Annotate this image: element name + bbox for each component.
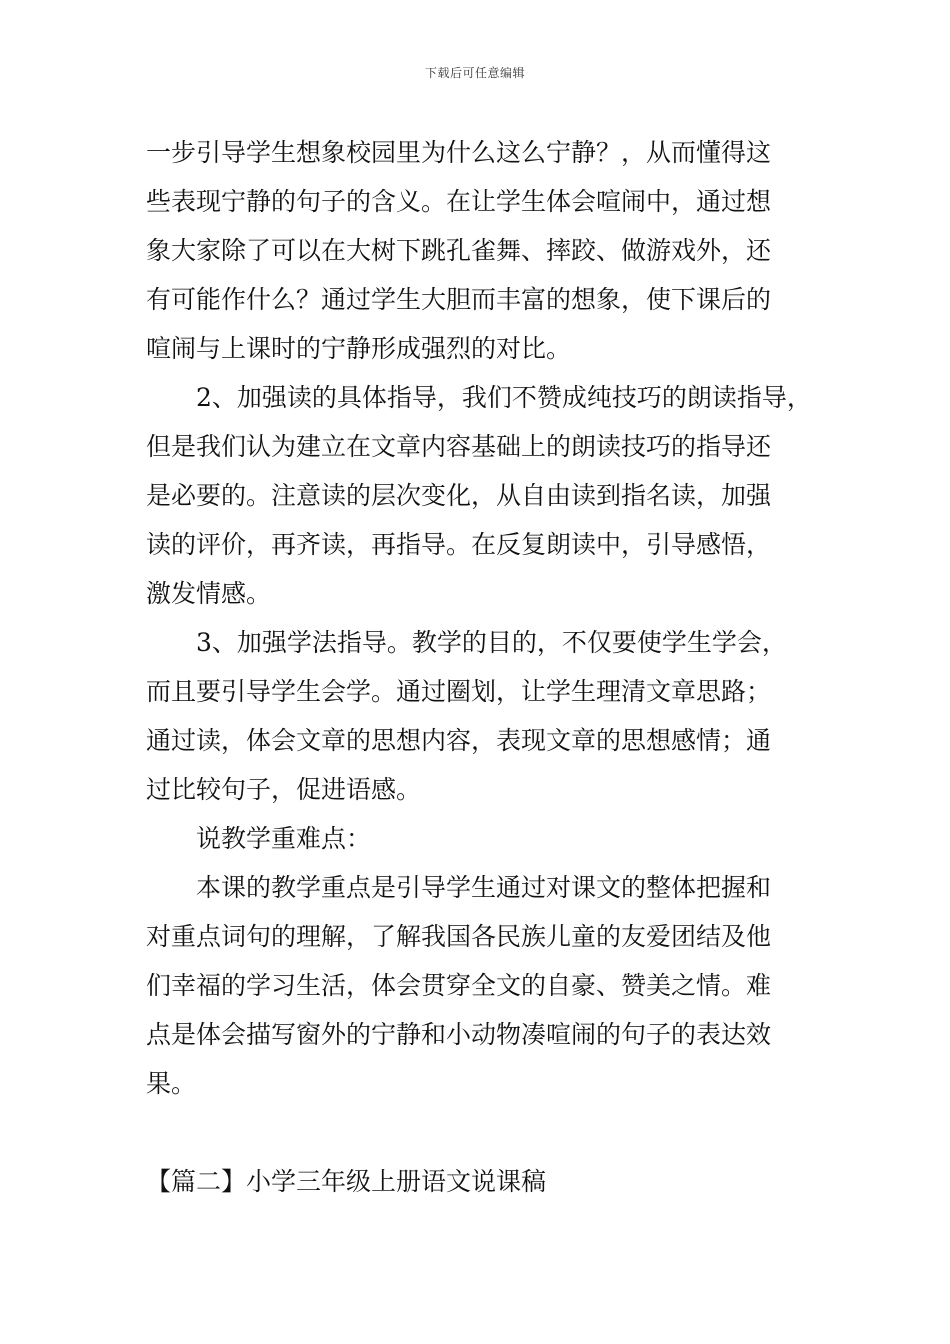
text-line: 通过读，体会文章的思想内容，表现文章的思想感情；通 [146,726,772,755]
text-line: 但是我们认为建立在文章内容基础上的朗读技巧的指导还 [146,432,772,461]
text-line: 果。 [146,1069,197,1098]
text-line: 激发情感。 [146,579,272,608]
text-line: 是必要的。注意读的层次变化，从自由读到指名读，加强 [146,481,772,510]
text-line: 对重点词句的理解，了解我国各民族儿童的友爱团结及他 [146,922,772,951]
document-body [146,128,836,1206]
section-gap [146,1108,836,1157]
paragraph-start-line: 2、加强读的具体指导，我们不赞成纯技巧的朗读指导， [196,383,812,412]
text-line: 一步引导学生想象校园里为什么这么宁静？，从而懂得这 [146,138,772,167]
text-line: 读的评价，再齐读，再指导。在反复朗读中，引导感悟， [146,530,772,559]
section-heading: 【篇二】小学三年级上册语文说课稿 [146,1167,547,1196]
text-line: 过比较句子，促进语感。 [146,775,422,804]
text-line: 喧闹与上课时的宁静形成强烈的对比。 [146,334,572,363]
text-line: 点是体会描写窗外的宁静和小动物凑喧闹的句子的表达效 [146,1020,772,1049]
page-header: 下载后可任意编辑 [424,66,525,80]
paragraph-start-line: 3、加强学法指导。教学的目的，不仅要使学生学会， [196,628,787,657]
paragraph-start-line: 本课的教学重点是引导学生通过对课文的整体把握和 [196,873,772,902]
text-line: 象大家除了可以在大树下跳孔雀舞、摔跤、做游戏外，还 [146,236,772,265]
text-line: 而且要引导学生会学。通过圈划，让学生理清文章思路； [146,677,772,706]
subheading-line: 说教学重难点： [196,824,372,853]
text-line: 些表现宁静的句子的含义。在让学生体会喧闹中，通过想 [146,187,772,216]
text-line: 有可能作什么？通过学生大胆而丰富的想象，使下课后的 [146,285,772,314]
text-line: 们幸福的学习生活，体会贯穿全文的自豪、赞美之情。难 [146,971,772,1000]
